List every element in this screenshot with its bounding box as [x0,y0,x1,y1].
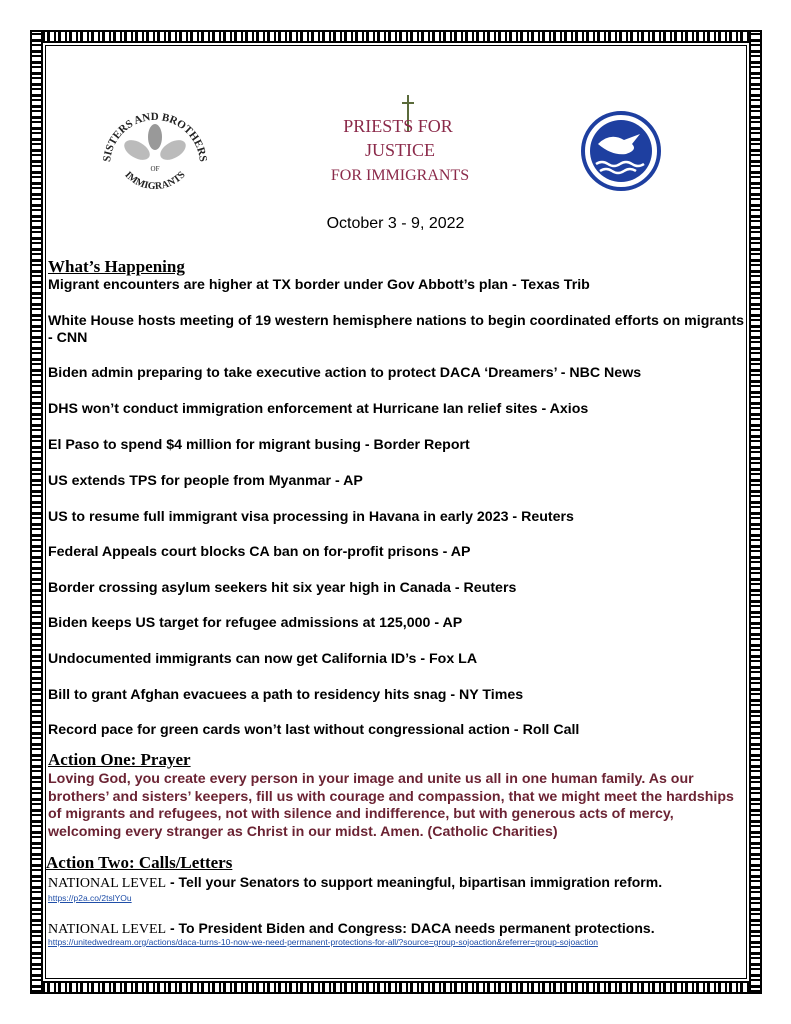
news-item: El Paso to spend $4 million for migrant busing - Border Report [48,437,470,453]
border-top [30,30,762,43]
logo-line-1: PRIESTS FOR [343,116,453,136]
news-item: Migrant encounters are higher at TX border under Gov Abbott’s plan - Texas Trib [48,277,590,293]
news-item: DHS won’t conduct immigration enforcement at Hurricane Ian relief sites - Axios [48,401,589,417]
news-item: Biden keeps US target for refugee admissions at 125,000 - AP [48,615,463,631]
logo-text-top: SISTERS AND BROTHERS [101,110,209,163]
call-level: NATIONAL LEVEL [48,922,167,937]
call-item-1 [48,874,748,892]
call-level: NATIONAL LEVEL [48,876,167,891]
date-range: October 3 - 9, 2022 [326,215,465,232]
dove-icon [580,110,662,192]
news-item: Border crossing asylum seekers hit six year high in Canada - Reuters [48,580,517,596]
cross-icon [318,92,478,187]
news-item: Federal Appeals court blocks CA ban on for-profit prisons - AP [48,544,471,560]
whats-happening-heading: What’s Happening [48,257,185,276]
dove-logo [580,110,662,192]
action-two-heading: Action Two: Calls/Letters [46,853,233,872]
news-item: Biden admin preparing to take executive action to protect DACA ‘Dreamers’ - NBC News [48,365,642,381]
news-item: Bill to grant Afghan evacuees a path to residency hits snag - NY Times [48,687,524,703]
logo-text-bottom: IMMIGRANTS [122,169,188,193]
news-item: White House hosts meeting of 19 western hemisphere nations to begin coordinated efforts on migrants - CNN [48,313,745,346]
action-one-heading: Action One: Prayer [48,750,191,769]
news-item: US extends TPS for people from Myanmar - AP [48,473,363,489]
call-text: - To President Biden and Congress: DACA needs permanent protections. [166,920,655,936]
news-item: Record pace for green cards won’t last without congressional action - Roll Call [48,722,580,738]
call-link-1[interactable]: https://p2a.co/2tslYOu [48,893,132,903]
logo-text-of: OF [150,165,160,173]
call-text: - Tell your Senators to support meaningful, bipartisan immigration reform. [166,874,663,890]
news-item: Undocumented immigrants can now get California ID’s - Fox LA [48,651,478,667]
border-right [749,30,762,994]
news-item: US to resume full immigrant visa processing in Havana in early 2023 - Reuters [48,509,574,525]
border-bottom [30,981,762,994]
sisters-brothers-logo [95,95,215,205]
priests-for-justice-logo [318,92,478,187]
logo-line-3: FOR IMMIGRANTS [330,167,470,184]
border-left [30,30,43,994]
call-link-2[interactable]: https://unitedwedream.org/actions/daca-turns-10-now-we-need-permanent-protections-for-all/?source=group-sojoaction&referrer=group-sojoaction [48,937,598,947]
logo-line-2: JUSTICE [364,140,436,160]
prayer-text: Loving God, you create every person in your image and unite us all in one human family. As our brothers’ and sisters’ keepers, fill us with courage and compassion, that we might meet the hardships of migrants and refugees, not with silence and indifference, but with generous acts of mercy, welcoming every stranger as Christ in our midst. Amen. (Catholic Charities) [48,771,734,840]
call-item-2 [48,920,748,938]
